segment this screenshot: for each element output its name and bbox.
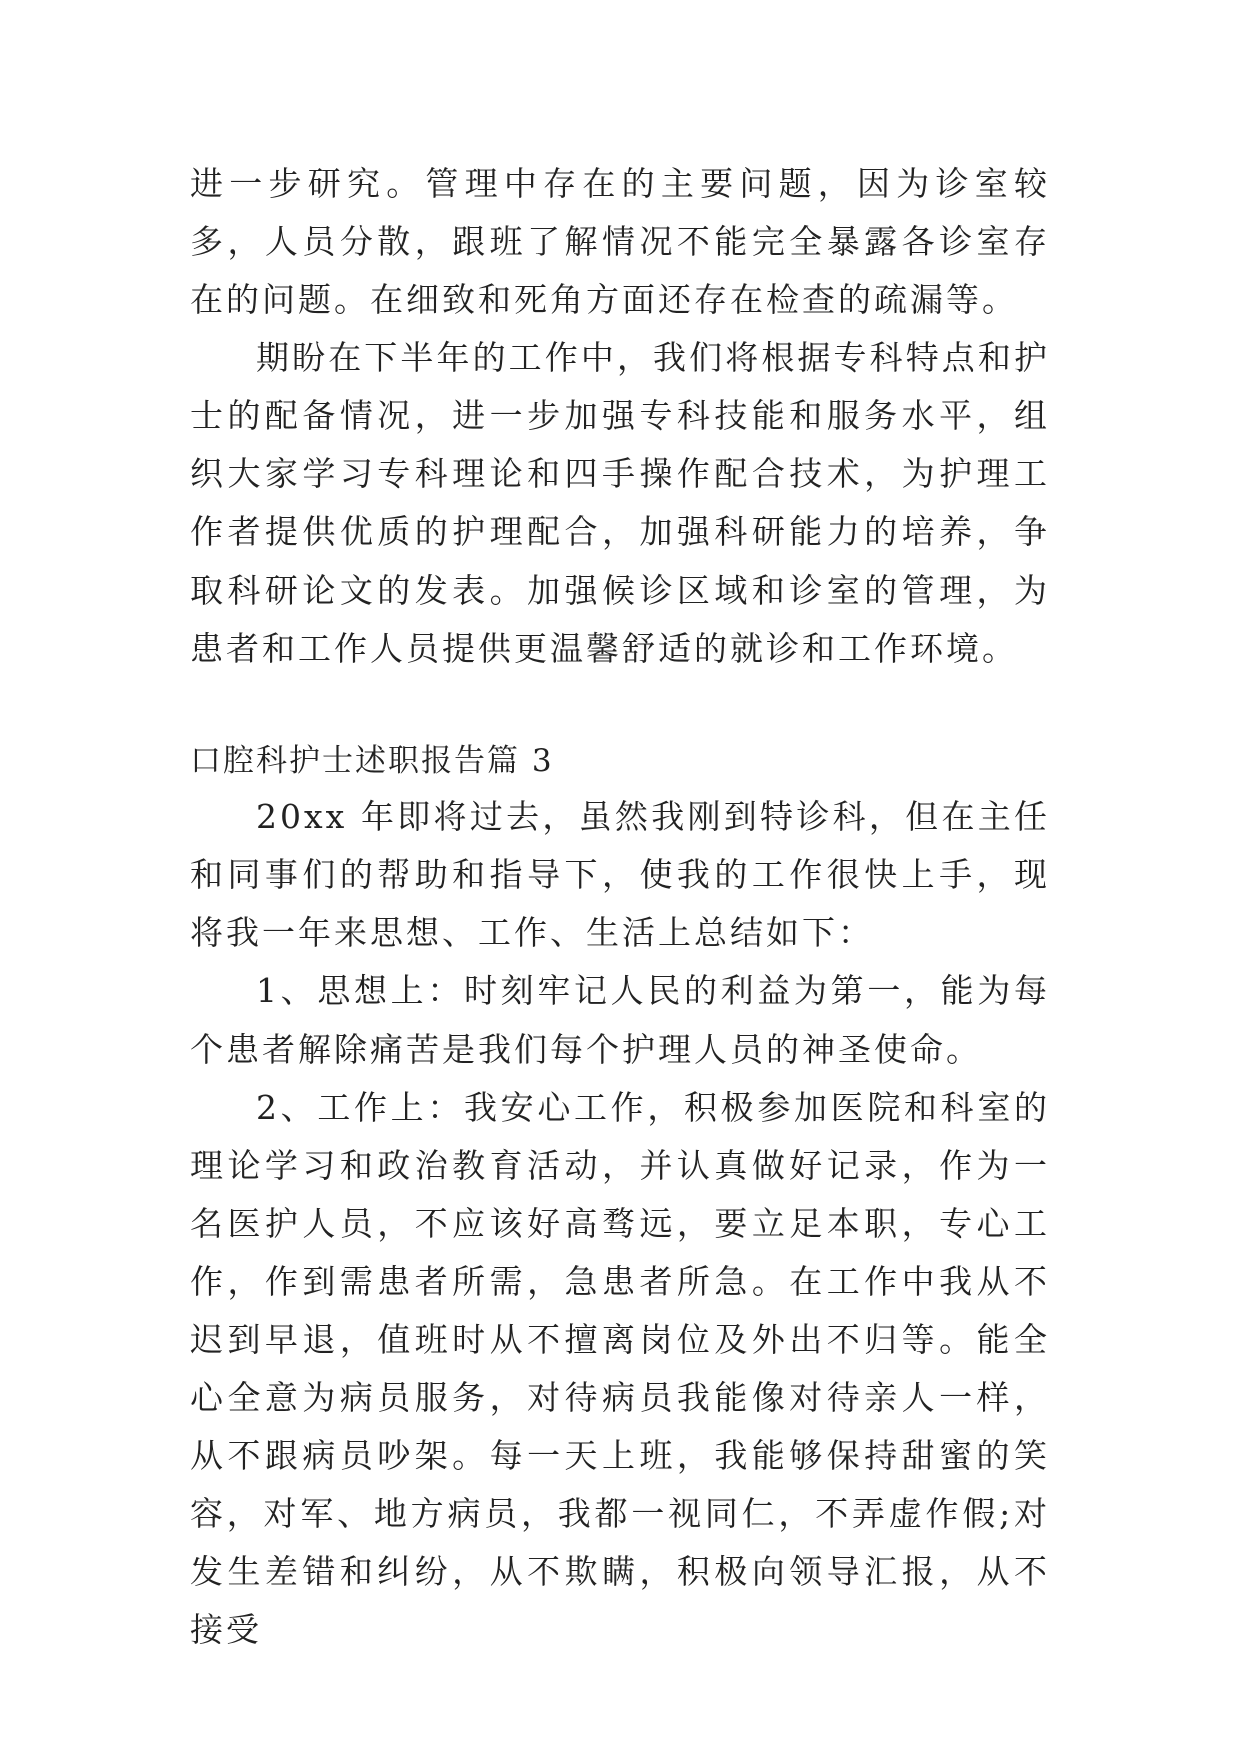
document-body <box>190 155 1050 1659</box>
section-heading: 口腔科护士述职报告篇 3 <box>190 742 554 779</box>
section-paragraph-2: 1、思想上：时刻牢记人民的利益为第一，能为每个患者解除痛苦是我们每个护理人员的神圣使命。 <box>190 971 1050 1069</box>
section-paragraph-3: 2、工作上：我安心工作，积极参加医院和科室的理论学习和政治教育活动，并认真做好记录，作为一名医护人员，不应该好高骛远，要立足本职，专心工作，作到需患者所需，急患者所急。在工作中我从不迟到早退，值班时从不擅离岗位及外出不归等。能全心全意为病员服务，对待病员我能像对待亲人一样，从不跟病员吵架。每一天上班，我能够保持甜蜜的笑容，对军、地方病员，我都一视同仁，不弄虚作假;对发生差错和纠纷，从不欺瞒，积极向领导汇报，从不接受 <box>190 1087 1050 1650</box>
paragraph-2: 期盼在下半年的工作中，我们将根据专科特点和护士的配备情况，进一步加强专科技能和服务水平，组织大家学习专科理论和四手操作配合技术，为护理工作者提供优质的护理配合，加强科研能力的培养，争取科研论文的发表。加强候诊区域和诊室的管理，为患者和工作人员提供更温馨舒适的就诊和工作环境。 <box>190 338 1050 668</box>
section-paragraph-1: 20xx 年即将过去，虽然我刚到特诊科，但在主任和同事们的帮助和指导下，使我的工作很快上手，现将我一年来思想、工作、生活上总结如下： <box>190 797 1050 953</box>
paragraph-1: 进一步研究。管理中存在的主要问题，因为诊室较多，人员分散，跟班了解情况不能完全暴露各诊室存在的问题。在细致和死角方面还存在检查的疏漏等。 <box>190 164 1050 320</box>
